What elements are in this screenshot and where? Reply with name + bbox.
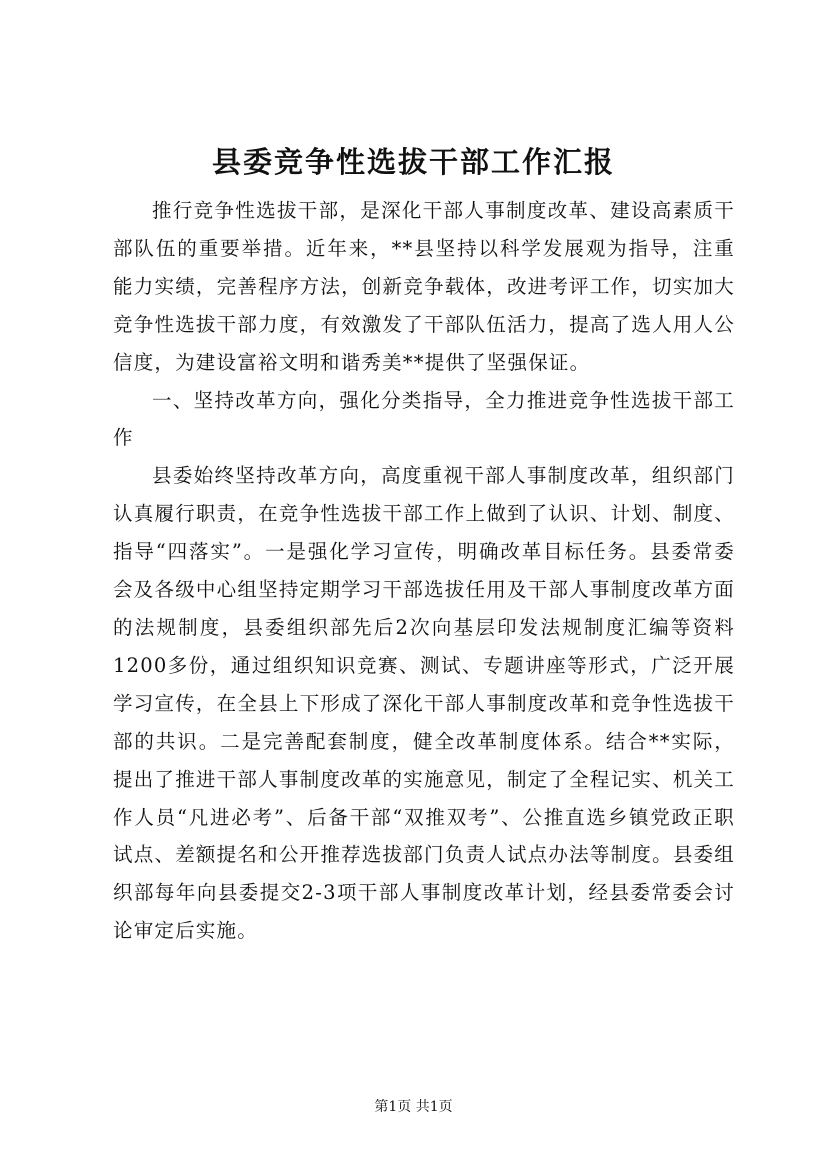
body-paragraph: 县委始终坚持改革方向，高度重视干部人事制度改革，组织部门认真履行职责，在竞争性选拔干部工作上做到了认识、计划、制度、指导“四落实”。一是强化学习宣传，明确改革目标任务。县委常委会及各级中心组坚持定期学习干部选拔任用及干部人事制度改革方面的法规制度，县委组织部先后2次向基层印发法规制度汇编等资料1200多份，通过组织知识竞赛、测试、专题讲座等形式，广泛开展学习宣传，在全县上下形成了深化干部人事制度改革和竞争性选拔干部的共识。二是完善配套制度，健全改革制度体系。结合**实际，提出了推进干部人事制度改革的实施意见，制定了全程记实、机关工作人员“凡进必考”、后备干部“双推双考”、公推直选乡镇党政正职试点、差额提名和公开推荐选拔部门负责人试点办法等制度。县委组织部每年向县委提交2-3项干部人事制度改革计划，经县委常委会讨论审定后实施。 bbox=[113, 464, 735, 943]
document-title: 县委竞争性选拔干部工作汇报 bbox=[211, 145, 615, 179]
document-body bbox=[113, 192, 735, 950]
section-heading: 一、坚持改革方向，强化分类指导，全力推进竞争性选拔干部工作 bbox=[113, 388, 735, 450]
intro-paragraph: 推行竞争性选拔干部，是深化干部人事制度改革、建设高素质干部队伍的重要举措。近年来，**县坚持以科学发展观为指导，注重能力实绩，完善程序方法，创新竞争载体，改进考评工作，切实加大竞争性选拔干部力度，有效激发了干部队伍活力，提高了选人用人公信度，为建设富裕文明和谐秀美**提供了坚强保证。 bbox=[113, 199, 735, 374]
page-footer: 第1页 共1页 bbox=[374, 1099, 453, 1115]
